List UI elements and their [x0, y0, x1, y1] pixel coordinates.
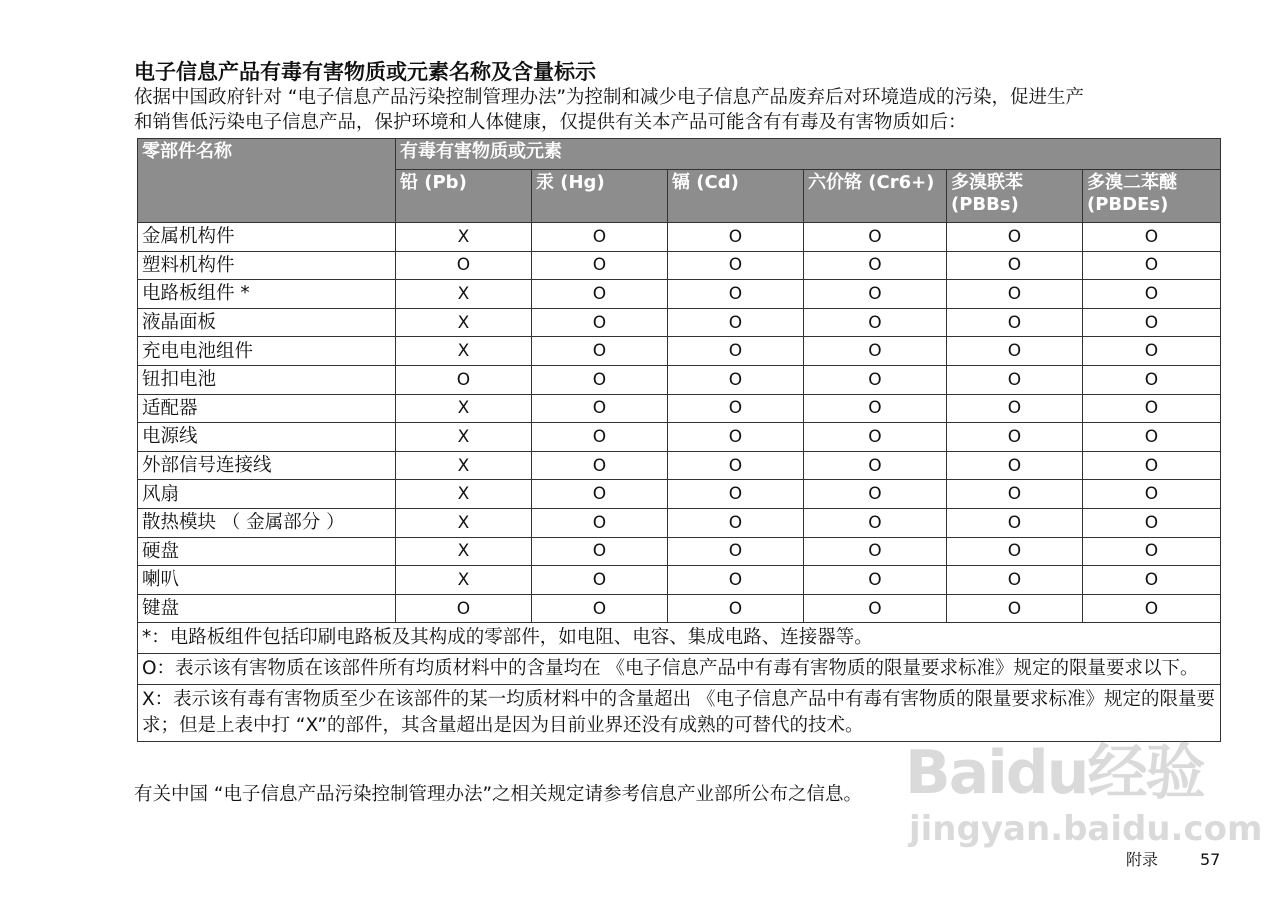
- substance-mark-cell: O: [947, 365, 1083, 394]
- table-row: [138, 251, 1221, 280]
- table-row: [138, 480, 1221, 509]
- table-row: [138, 280, 1221, 309]
- substance-mark-cell: O: [804, 308, 947, 337]
- part-name-cell: 适配器: [138, 394, 396, 423]
- substance-group-header: 有毒有害物质或元素: [396, 139, 1221, 170]
- substance-name: 铅 (Pb): [400, 172, 467, 193]
- substance-mark-cell: O: [668, 451, 804, 480]
- substance-mark-cell: O: [1083, 251, 1221, 280]
- table-row: [138, 537, 1221, 566]
- substance-mark-cell: O: [1083, 280, 1221, 309]
- substance-mark-cell: O: [1083, 365, 1221, 394]
- substance-mark-cell: O: [532, 451, 668, 480]
- substance-mark-cell: O: [532, 280, 668, 309]
- substance-mark-cell: X: [396, 508, 532, 537]
- substance-mark-cell: O: [668, 280, 804, 309]
- substance-mark-cell: O: [1083, 594, 1221, 623]
- substance-mark-cell: O: [947, 423, 1083, 452]
- substance-name: 多溴联苯: [951, 172, 1023, 193]
- intro-line: 和销售低污染电子信息产品，保护环境和人体健康，仅提供有关本产品可能含有有毒及有害物质如后：: [134, 111, 967, 133]
- page-number: 57: [1200, 850, 1221, 869]
- intro-paragraph: [134, 86, 1214, 135]
- substance-mark-cell: O: [1083, 566, 1221, 595]
- substance-mark-cell: O: [1083, 423, 1221, 452]
- table-row: [138, 508, 1221, 537]
- substance-mark-cell: O: [668, 594, 804, 623]
- substance-mark-cell: O: [947, 480, 1083, 509]
- substance-name: 六价铬 (Cr6+): [808, 172, 935, 193]
- table-row: [138, 308, 1221, 337]
- substance-name: 镉 (Cd): [672, 172, 739, 193]
- substance-header: [532, 170, 668, 223]
- substance-mark-cell: O: [668, 566, 804, 595]
- substance-mark-cell: O: [804, 223, 947, 252]
- substance-mark-cell: O: [532, 251, 668, 280]
- intro-line: 依据中国政府针对 “电子信息产品污染控制管理办法”为控制和减少电子信息产品废弃后对环境造成的污染，促进生产: [134, 87, 1085, 108]
- table-note: O：表示该有害物质在该部件所有均质材料中的含量均在 《电子信息产品中有毒有害物质的限量要求标准》规定的限量要求以下。: [138, 654, 1221, 685]
- part-name-cell: 液晶面板: [138, 308, 396, 337]
- part-name-cell: 塑料机构件: [138, 251, 396, 280]
- substance-mark-cell: O: [532, 308, 668, 337]
- part-name-cell: 硬盘: [138, 537, 396, 566]
- table-row: [138, 337, 1221, 366]
- substance-mark-cell: X: [396, 223, 532, 252]
- page-title: 电子信息产品有毒有害物质或元素名称及含量标示: [134, 60, 596, 84]
- substance-abbreviation: (PBDEs): [1087, 194, 1169, 215]
- part-name-cell: 风扇: [138, 480, 396, 509]
- substance-mark-cell: O: [1083, 451, 1221, 480]
- table-row: [138, 566, 1221, 595]
- substance-mark-cell: O: [947, 308, 1083, 337]
- table-row: [138, 423, 1221, 452]
- substance-mark-cell: O: [1083, 537, 1221, 566]
- substance-mark-cell: O: [532, 537, 668, 566]
- substance-header: [947, 170, 1083, 223]
- watermark-logo: Baidu经验: [905, 738, 1204, 808]
- substance-mark-cell: X: [396, 480, 532, 509]
- part-name-header: 零部件名称: [138, 139, 396, 223]
- substance-mark-cell: O: [668, 223, 804, 252]
- substance-header: [1083, 170, 1221, 223]
- substance-mark-cell: O: [668, 423, 804, 452]
- section-label: 附录: [1126, 850, 1159, 869]
- part-name-cell: 散热模块 （ 金属部分 ）: [138, 508, 396, 537]
- substance-header: [668, 170, 804, 223]
- substance-mark-cell: O: [532, 394, 668, 423]
- substance-mark-cell: O: [668, 365, 804, 394]
- substance-mark-cell: O: [532, 223, 668, 252]
- substance-mark-cell: O: [668, 480, 804, 509]
- substance-mark-cell: O: [1083, 337, 1221, 366]
- substance-mark-cell: O: [947, 451, 1083, 480]
- substance-mark-cell: O: [532, 594, 668, 623]
- substance-mark-cell: O: [947, 394, 1083, 423]
- substance-mark-cell: O: [668, 251, 804, 280]
- substance-mark-cell: O: [532, 508, 668, 537]
- table-note: *：电路板组件包括印刷电路板及其构成的零部件，如电阻、电容、集成电路、连接器等。: [138, 623, 1221, 654]
- substance-mark-cell: O: [804, 508, 947, 537]
- table-row: [138, 365, 1221, 394]
- note-row: [138, 623, 1221, 654]
- substance-mark-cell: O: [804, 451, 947, 480]
- substance-mark-cell: O: [804, 365, 947, 394]
- substance-mark-cell: O: [804, 480, 947, 509]
- hazardous-substance-table: [137, 138, 1221, 742]
- substance-mark-cell: O: [947, 508, 1083, 537]
- substance-mark-cell: O: [947, 537, 1083, 566]
- substance-mark-cell: O: [532, 566, 668, 595]
- substance-mark-cell: X: [396, 337, 532, 366]
- part-name-cell: 电源线: [138, 423, 396, 452]
- substance-mark-cell: O: [804, 594, 947, 623]
- footer-note: 有关中国 “电子信息产品污染控制管理办法”之相关规定请参考信息产业部所公布之信息。: [134, 784, 863, 805]
- substance-mark-cell: O: [947, 337, 1083, 366]
- table-row: [138, 451, 1221, 480]
- substance-mark-cell: O: [804, 566, 947, 595]
- substance-mark-cell: O: [1083, 508, 1221, 537]
- substance-mark-cell: O: [668, 394, 804, 423]
- substance-abbreviation: (PBBs): [951, 194, 1019, 215]
- substance-mark-cell: O: [668, 337, 804, 366]
- substance-mark-cell: O: [804, 251, 947, 280]
- substance-mark-cell: X: [396, 537, 532, 566]
- substance-mark-cell: O: [947, 251, 1083, 280]
- substance-mark-cell: O: [947, 223, 1083, 252]
- part-name-cell: 外部信号连接线: [138, 451, 396, 480]
- substance-mark-cell: O: [396, 594, 532, 623]
- substance-mark-cell: O: [532, 423, 668, 452]
- table-row: [138, 223, 1221, 252]
- table-row: [138, 594, 1221, 623]
- substance-mark-cell: O: [1083, 394, 1221, 423]
- substance-mark-cell: X: [396, 451, 532, 480]
- substance-mark-cell: O: [396, 251, 532, 280]
- substance-mark-cell: O: [804, 280, 947, 309]
- substance-mark-cell: O: [1083, 223, 1221, 252]
- substance-name: 多溴二苯醚: [1087, 172, 1177, 193]
- substance-mark-cell: O: [804, 423, 947, 452]
- substance-mark-cell: O: [1083, 308, 1221, 337]
- substance-mark-cell: X: [396, 308, 532, 337]
- part-name-cell: 金属机构件: [138, 223, 396, 252]
- table-row: [138, 394, 1221, 423]
- table-note: X：表示该有毒有害物质至少在该部件的某一均质材料中的含量超出 《电子信息产品中有毒有害物质的限量要求标准》规定的限量要求；但是上表中打 “X”的部件，其含量超出是因为目前业界还没有成熟的可替代的技术。: [138, 685, 1221, 742]
- substance-mark-cell: O: [532, 480, 668, 509]
- part-name-cell: 喇叭: [138, 566, 396, 595]
- substance-mark-cell: O: [947, 280, 1083, 309]
- substance-mark-cell: O: [532, 337, 668, 366]
- substance-mark-cell: O: [668, 308, 804, 337]
- part-name-cell: 钮扣电池: [138, 365, 396, 394]
- substance-mark-cell: O: [668, 537, 804, 566]
- substance-mark-cell: O: [804, 337, 947, 366]
- substance-mark-cell: O: [396, 365, 532, 394]
- part-name-cell: 电路板组件 *: [138, 280, 396, 309]
- substance-mark-cell: O: [947, 566, 1083, 595]
- substance-header: [804, 170, 947, 223]
- substance-mark-cell: O: [804, 537, 947, 566]
- part-name-cell: 充电电池组件: [138, 337, 396, 366]
- substance-mark-cell: O: [532, 365, 668, 394]
- substance-name: 汞 (Hg): [536, 172, 605, 193]
- substance-mark-cell: X: [396, 280, 532, 309]
- substance-header: [396, 170, 532, 223]
- substance-mark-cell: X: [396, 423, 532, 452]
- note-row: [138, 654, 1221, 685]
- substance-mark-cell: X: [396, 566, 532, 595]
- substance-mark-cell: O: [668, 508, 804, 537]
- substance-mark-cell: X: [396, 394, 532, 423]
- substance-mark-cell: O: [1083, 480, 1221, 509]
- part-name-cell: 键盘: [138, 594, 396, 623]
- substance-mark-cell: O: [947, 594, 1083, 623]
- substance-mark-cell: O: [804, 394, 947, 423]
- watermark-url: jingyan.baidu.com: [909, 809, 1263, 849]
